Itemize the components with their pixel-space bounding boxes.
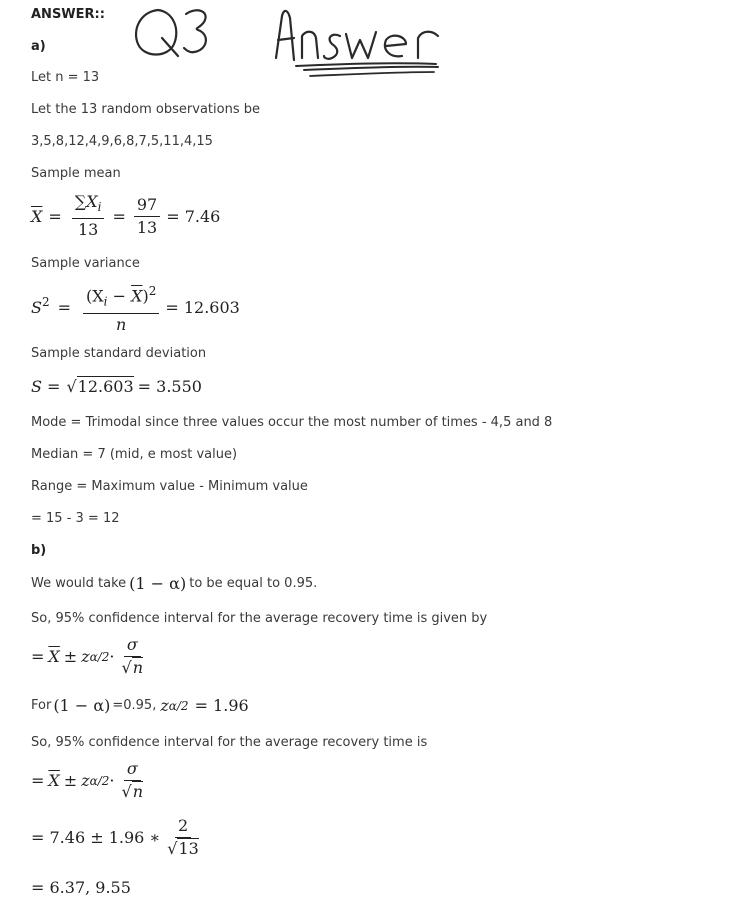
ci-final-result: = 6.37, 9.55 (31, 878, 131, 897)
for-prefix: For (31, 698, 52, 713)
ci-intro-2: So, 95% confidence interval for the average recovery time is (31, 735, 428, 750)
mean-denominator: 13 (77, 220, 99, 240)
take-suffix: to be equal to 0.95. (189, 576, 318, 591)
sample-mean-label: Sample mean (31, 166, 121, 181)
z-value-line: For (1 − α) =0.95, z α/2 = 1.96 (31, 696, 249, 715)
part-b-label: b) (31, 543, 47, 558)
variance-lhs: S (31, 298, 42, 318)
range-calculation: = 15 - 3 = 12 (31, 511, 120, 526)
sd-result: = 3.550 (137, 376, 202, 396)
mean-denominator-total: 13 (136, 217, 158, 237)
ci-calc-lhs: = 7.46 ± 1.96 ∗ (31, 828, 161, 847)
median-text: Median = 7 (mid, e most value) (31, 447, 238, 462)
sample-mean-formula: $\overline{X}$ = $\frac{\sum X_i}{13}$ = $\frac{97}{13}$ = 7.46 (31, 192, 221, 240)
sample-sd-formula: S = √ 12.603 = 3.550 (31, 376, 202, 396)
ci-calc-numerator: 2 (175, 817, 191, 838)
mean-numerator-total: 97 (134, 196, 160, 217)
observations-list: 3,5,8,12,4,9,6,8,7,5,11,4,15 (31, 134, 213, 149)
ci-calc-radicand: 13 (178, 839, 199, 858)
sample-sd-label: Sample standard deviation (31, 346, 207, 361)
mean-sum-numerator: ∑X (74, 192, 98, 211)
confidence-level-line (31, 574, 317, 593)
ci-formula-1: = $\overline{X}$ ± z α/2 · $\frac{\sigma}{√n}$ (31, 635, 144, 677)
mean-sum-subscript: i (97, 200, 102, 215)
mean-lhs: $\overline{X}$ (31, 206, 43, 226)
sd-lhs: S = (31, 376, 61, 396)
alpha-expression: (1 − α) (129, 574, 187, 593)
sample-variance-label: Sample variance (31, 256, 140, 271)
handwritten-q3-answer-image (128, 0, 468, 90)
ci-numeric-formula: = 7.46 ± 1.96 ∗ $\frac{2}{√13}$ (31, 816, 199, 858)
answer-label: ANSWER:: (31, 7, 105, 22)
mean-result: = 7.46 (166, 206, 221, 226)
let-n-text: Let n = 13 (31, 70, 100, 85)
sd-radicand: 12.603 (77, 377, 134, 396)
variance-numerator: (X (86, 286, 104, 306)
ci-intro-1: So, 95% confidence interval for the average recovery time is given by (31, 611, 488, 626)
z-value: = 1.96 (194, 696, 249, 715)
variance-result: = 12.603 (165, 298, 240, 318)
observations-intro: Let the 13 random observations be (31, 102, 260, 117)
sample-variance-formula: S $^2$ = $\frac{(X_i - \overline{X})^2}{n}$ = 12.603 (31, 284, 240, 334)
part-a-label: a) (31, 39, 46, 54)
variance-denominator: n (116, 314, 127, 334)
ci-formula-2: = $\overline{X}$ ± z α/2 · $\frac{\sigma}{√n}$ (31, 759, 144, 801)
mode-text: Mode = Trimodal since three values occur the most number of times - 4,5 and 8 (31, 415, 553, 430)
take-prefix: We would take (31, 576, 127, 591)
for-value: =0.95, (112, 698, 157, 713)
range-definition: Range = Maximum value - Minimum value (31, 479, 308, 494)
